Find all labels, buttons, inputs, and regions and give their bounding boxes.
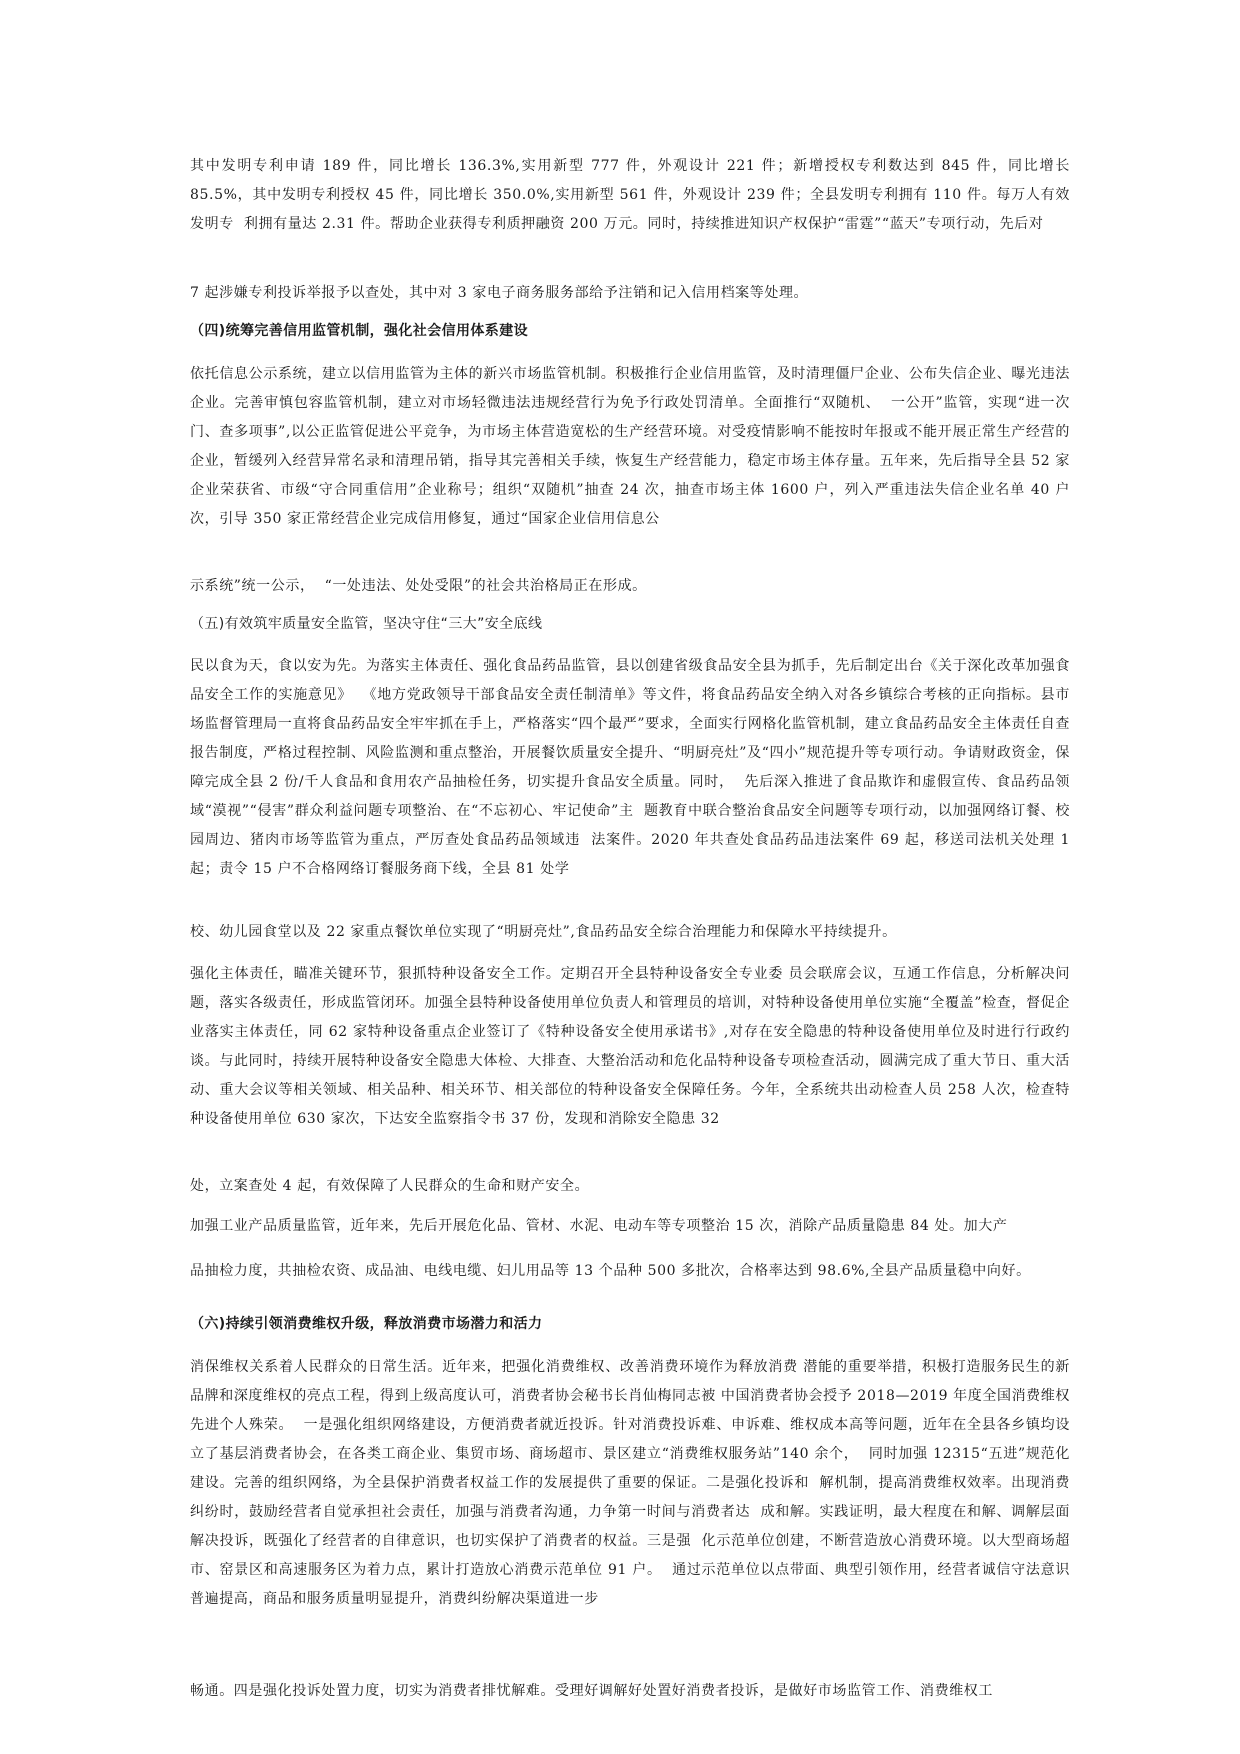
paragraph-food-safety: 民以食为天，食以安为先。为落实主体责任、强化食品药品监管，县以创建省级食品安全县为抓手，先后制定出台《关于深化改革加强食品安全工作的实施意见》 《地方党政领导干部食品安全责任制清单》等文件，将食品药品安全纳入对各乡镇综合考核的正向指标。县市场监督管理局一直将食品药品安全牢牢抓在手上，严格落实“四个最严”要求，全面实行网格化监管机制，建立食品药品安全主体责任自查报告制度，严格过程控制、风险监测和重点整治，开展餐饮质量安全提升、“明厨亮灶”及“四小”规范提升等专项行动。争请财政资金，保障完成全县 2 份/千人食品和食用农产品抽检任务，切实提升食品安全质量。同时， 先后深入推进了食品欺诈和虚假宣传、食品药品领域“漠视”“侵害”群众利益问题专项整治、在“不忘初心、牢记使命”主 题教育中联合整治食品安全问题等专项行动，以加强网络订餐、校园周边、猪肉市场等监管为重点，严厉查处食品药品领域违 法案件。2020 年共查处食品药品违法案件 69 起，移送司法机关处理 1 起；责令 15 户不合格网络订餐服务商下线，全县 81 处学 (190, 658, 1076, 877)
paragraph-patent-stats: 其中发明专利申请 189 件，同比增长 136.3%,实用新型 777 件，外观设计 221 件；新增授权专利数达到 845 件，同比增长 85.5%，其中发明专利授权 45 件，同比增长 350.0%,实用新型 561 件，外观设计 239 件；全县发明专利拥有 110 件。每万人有效发明专 利拥有量达 2.31 件。帮助企业获得专利质押融资 200 万元。同时，持续推进知识产权保护“雷霆”“蓝天”专项行动，先后对 (190, 158, 1076, 232)
paragraph-industrial-products-continued: 品抽检力度，共抽检农资、成品油、电线电缆、妇儿用品等 13 个品种 500 多批次，合格率达到 98.6%,全县产品质量稳中向好。 (190, 1263, 1031, 1279)
paragraph-credit-supervision: 依托信息公示系统，建立以信用监管为主体的新兴市场监管机制。积极推行企业信用监管，及时清理僵尸企业、公布失信企业、曝光违法企业。完善审慎包容监管机制，建立对市场轻微违法违规经营行为免予行政处罚清单。全面推行“双随机、 一公开”监管，实现“进一次门、查多项事”,以公正监管促进公平竞争，为市场主体营造宽松的生产经营环境。对受疫情影响不能按时年报或不能开展正常生产经营的企业，暂缓列入经营异常名录和清理吊销，指导其完善相关手续，恢复生产经营能力，稳定市场主体存量。五年来，先后指导全县 52 家企业荣获省、市级“守合同重信用”企业称号；组织“双随机”抽查 24 次，抽查市场主体 1600 户，列入严重违法失信企业名单 40 户次，引导 350 家正常经营企业完成信用修复，通过“国家企业信用信息公 (190, 366, 1070, 527)
section-heading-5: （五)有效筑牢质量安全监管，坚决守住“三大”安全底线 (190, 616, 543, 632)
paragraph-special-equipment-continued: 处，立案查处 4 起，有效保障了人民群众的生命和财产安全。 (190, 1178, 590, 1194)
paragraph-food-safety-continued: 校、幼儿园食堂以及 22 家重点餐饮单位实现了“明厨亮灶”,食品药品安全综合治理能力和保障水平持续提升。 (190, 924, 897, 940)
paragraph-patent-complaints: 7 起涉嫌专利投诉举报予以查处，其中对 3 家电子商务服务部给予注销和记入信用档案等处理。 (190, 285, 809, 301)
section-heading-4: （四)统筹完善信用监管机制，强化社会信用体系建设 (190, 323, 528, 339)
section-heading-6: （六)持续引领消费维权升级，释放消费市场潜力和活力 (190, 1316, 543, 1332)
paragraph-consumer-rights: 消保维权关系着人民群众的日常生活。近年来，把强化消费维权、改善消费环境作为释放消费 潜能的重要举措，积极打造服务民生的新品牌和深度维权的亮点工程，得到上级高度认可，消费者协会秘书长肖仙梅同志被 中国消费者协会授予 2018—2019 年度全国消费维权先进个人殊荣。 一是强化组织网络建设，方便消费者就近投诉。针对消费投诉难、申诉难、维权成本高等问题，近年在全县各乡镇均设立了基层消费者协会，在各类工商企业、集贸市场、商场超市、景区建立“消费维权服务站”140 余个， 同时加强 12315“五进”规范化建设。完善的组织网络，为全县保护消费者权益工作的发展提供了重要的保证。二是强化投诉和 解机制，提高消费维权效率。出现消费纠纷时，鼓励经营者自觉承担社会责任，加强与消费者沟通，力争第一时间与消费者达 成和解。实践证明，最大程度在和解、调解层面解决投诉，既强化了经营者的自律意识，也切实保护了消费者的权益。三是强 化示范单位创建，不断营造放心消费环境。以大型商场超市、窑景区和高速服务区为着力点，累计打造放心消费示范单位 91 户。 通过示范单位以点带面、典型引领作用，经营者诚信守法意识普遍提高，商品和服务质量明显提升，消费纠纷解决渠道进一步 (190, 1359, 1070, 1607)
paragraph-special-equipment: 强化主体责任，瞄准关键环节，狠抓特种设备安全工作。定期召开全县特种设备安全专业委 员会联席会议，互通工作信息，分析解决问题，落实各级责任，形成监管闭环。加强全县特种设备使用单位负责人和管理员的培训，对特种设备使用单位实施“全覆盖”检查，督促企业落实主体责任，同 62 家特种设备重点企业签订了《特种设备安全使用承诺书》,对存在安全隐患的特种设备使用单位及时进行行政约谈。与此同时，持续开展特种设备安全隐患大体检、大排查、大整治活动和危化品特种设备专项检查活动，圆满完成了重大节日、重大活动、重大会议等相关领域、相关品种、相关环节、相关部位的特种设备安全保障任务。今年，全系统共出动检查人员 258 人次，检查特种设备使用单位 630 家次，下达安全监察指令书 37 份，发现和消除安全隐患 32 (190, 966, 1070, 1127)
paragraph-credit-continued: 示系统”统一公示， “一处违法、处处受限”的社会共治格局正在形成。 (190, 578, 647, 594)
paragraph-industrial-products: 加强工业产品质量监管，近年来，先后开展危化品、管材、水泥、电动车等专项整治 15 次，消除产品质量隐患 84 处。加大产 (190, 1218, 1008, 1234)
paragraph-consumer-rights-continued: 畅通。四是强化投诉处置力度，切实为消费者排忧解难。受理好调解好处置好消费者投诉，是做好市场监管工作、消费维权工 (190, 1683, 993, 1699)
